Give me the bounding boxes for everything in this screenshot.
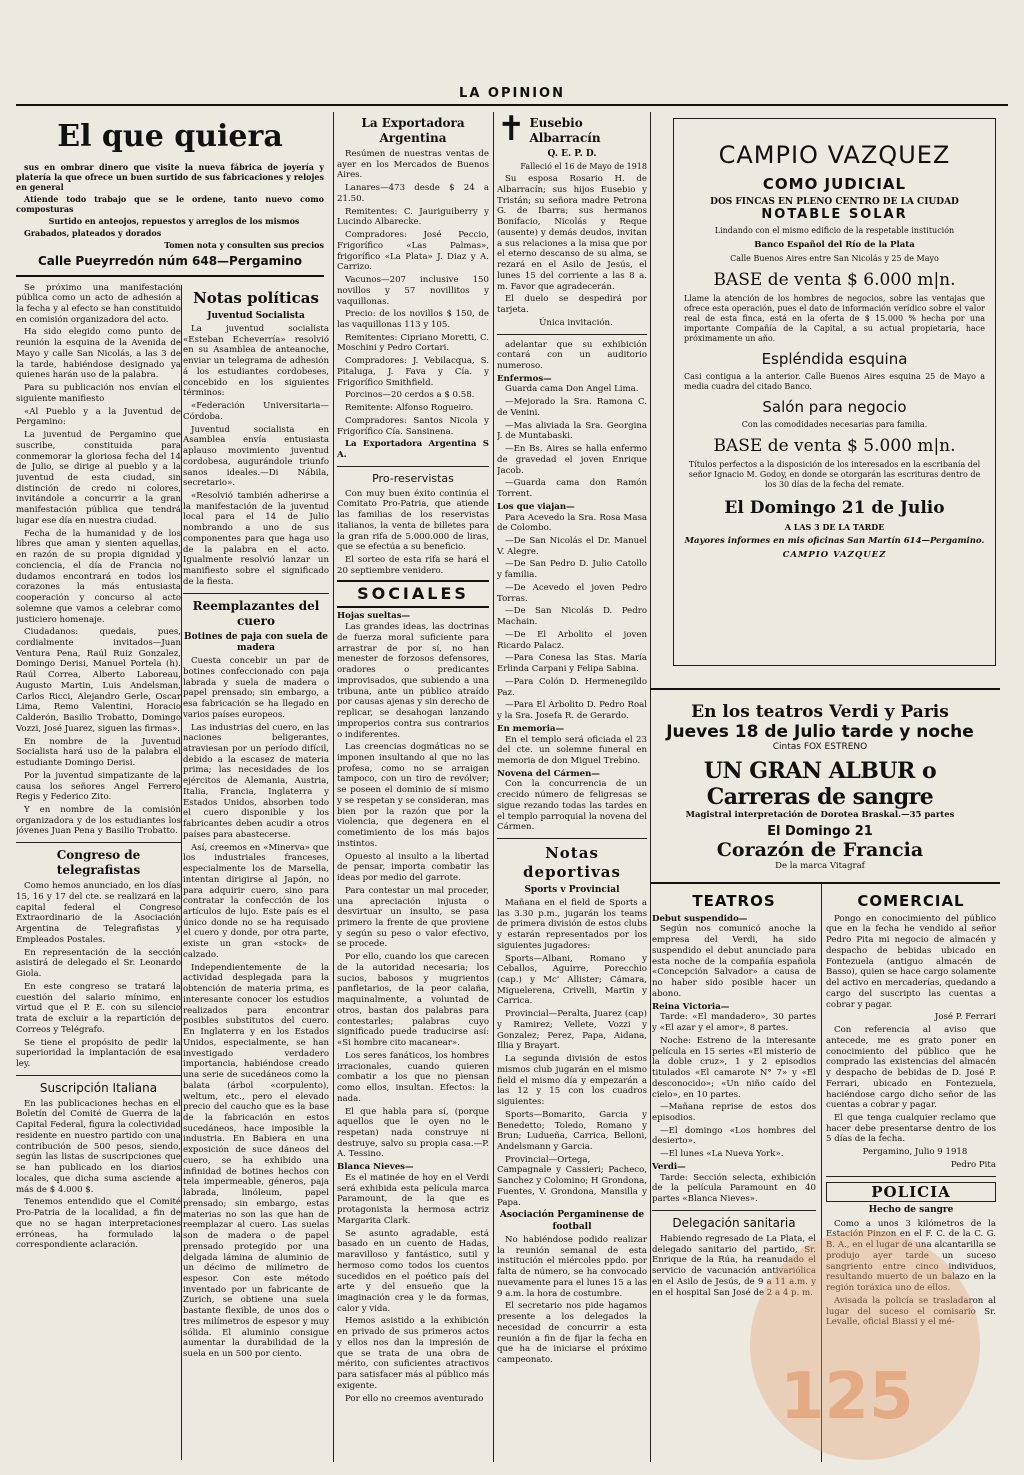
paragraph: Avisada la policía se trasladaron al lugar del suceso el comisario Sr. Levalle, oficial Biassi y el mé-	[826, 1295, 996, 1328]
page-number-watermark: 125	[780, 1360, 914, 1434]
ad-line: Atiende todo trabajo que se le ordene, tanto nuevo como composturas	[16, 193, 324, 214]
article-block	[16, 283, 181, 1251]
ad-date: El Domingo 21 de Julio	[724, 498, 945, 518]
paragraph: Sports—Bomarito, Garcia y Benedetto; Toledo, Romano y Brun; Ludueña, Carrica, Belloni, Andelsmann y Garcia.	[497, 1109, 647, 1153]
ad-line: Banco Español del Río de la Plata	[754, 240, 915, 250]
section-heading: SOCIALES	[337, 580, 489, 608]
paragraph: La segunda división de estos mismos club jugarán en el mismo field el mismo día y empezarán a las 12 y 15 con los cuadros siguientes:	[497, 1054, 647, 1108]
cinema-line: De la marca Vitagraf	[775, 861, 865, 871]
subheading: Asociación Pergaminense de football	[499, 1210, 645, 1232]
paragraph: Pongo en conocimiento del público que en la fecha he vendido al señor Pedro Pita mi negocio de almacén y despacho de bebidas ubicado en Fontezuela (antiguo almacén de Basso), quien se hace cargo solamente del activo en mercaderías, quedando a cargo del suscripto las cuentas a cobrar y pagar.	[826, 913, 996, 1010]
paragraph: «Resolvió también adherirse a la manifestación de la juventud local para el 14 de Julio nombrando a uno de sus componentes para que haga uso de la palabra en el acto. Igualmente resolvió lanzar un manifiesto sobre el significado de la fiesta.	[183, 491, 329, 587]
subheading: En memoria—	[497, 723, 565, 734]
section-heading: Suscripción Italiana	[39, 1080, 158, 1095]
paragraph: —De El Arbolito el joven Ricardo Palacz.	[497, 629, 647, 651]
paragraph: No habiéndose podido realizar la reunión semanal de esta institución el miércoles ppdo. por falta de número, se ha convocado nuevamente para el lunes 15 a las 9 a.m. la hora de costumbre.	[497, 1234, 647, 1299]
section-heading: Congreso de telegrafistas	[56, 848, 141, 878]
paragraph: En las publicaciones hechas en el Boletín del Comité de Guerra de la Capital Federal, figura la colectividad residente en nuestro partido con una contribución de 500 pesos, siendo, según las listas de suscripciones que se han publicado en los diarios locales, que dicha suma asciende a más de $ 4.000 $.	[16, 1098, 181, 1195]
subheading: Novena del Cármen—	[497, 768, 600, 779]
signature: José P. Ferrari	[934, 1012, 996, 1023]
divider	[497, 334, 647, 335]
paragraph: En nombre de la Juventud Socialista hará uso de la palabra el estudiante Domingo Derisi.	[16, 736, 181, 769]
section-heading: La Exportadora Argentina	[361, 116, 465, 145]
ad-line: Lindando con el mismo edificio de la respetable institución	[714, 226, 955, 235]
paragraph: Los seres fanáticos, los hombres irracionales, cuando quieren combatir a los que no piensan como ellos, insultan. Efectos: la nada.	[337, 1050, 489, 1104]
subheading: Enfermos—	[497, 373, 552, 384]
subheading: Juventud Socialista	[207, 310, 305, 321]
ad-base-price: BASE de venta $ 5.000 m|n.	[713, 436, 956, 456]
signature: Pedro Pita	[950, 1159, 996, 1170]
paragraph: El sorteo de esta rifa se hará el 20 septiembre venidero.	[337, 554, 489, 576]
paragraph: «Al Pueblo y a la Juventud de Pergamino:	[16, 406, 181, 428]
ad-intro: sus en ombrar dinero que visite la nueva fábrica de joyería y platería la que ofrece un buen surtido de sus fabricaciones y relojes en general	[16, 161, 324, 192]
paragraph: En representación de la sección asistirá de delegado el Sr. Leonardo Giola.	[16, 947, 181, 980]
paragraph: Guarda cama Don Angel Lima.	[505, 384, 639, 395]
section-heading: TEATROS	[692, 892, 776, 910]
paragraph: —Mañana reprise de estos dos episodios.	[652, 1102, 816, 1123]
paragraph: En este congreso se tratará la cuestión del salario mínimo, en virtud que el P. E. con su silencio trata de excluir a la repartición de Correos y Telégrafo.	[16, 981, 181, 1035]
subheading: Sports v Provincial	[524, 884, 620, 895]
paragraph: El secretario nos pide hagamos presente a los delegados la necesidad de concurrir a esta reunión a fin de fijar la fecha en que ha de iniciarse el próximo campeonato.	[497, 1301, 647, 1365]
ad-text: Títulos perfectos a la disposición de los interesados en la escribanía del señor Ignacio M. Godoy, en donde se otorgarán las escrituras dentro de los 30 días de la fecha del remate.	[688, 460, 981, 489]
cinema-date: Jueves 18 de Julio tarde y noche	[666, 722, 974, 742]
paragraph: Precio: de los novillos $ 150, de las vaquillonas 113 y 105.	[337, 309, 489, 331]
subheading: Hojas sueltas—	[337, 611, 411, 622]
divider	[16, 1075, 181, 1076]
paragraph: Compradores: José Peccio, Frigorífico «Las Palmas», frigorífico «La Plata» J. Diaz y A. Carrizo.	[337, 230, 489, 273]
ad-title: El que quiera	[57, 119, 283, 154]
divider	[16, 275, 324, 277]
cinema-date: El Domingo 21	[767, 824, 873, 839]
paragraph: Compradores: J. Vebilacqua, S. Pitaluga, J. Fava y Cía. y Frigorífico Smithfield.	[337, 356, 489, 388]
masthead: LA OPINION	[459, 86, 565, 101]
subheading: Blanca Nieves—	[337, 1162, 414, 1173]
ad-text: Con las comodidades necesarias para familia.	[741, 420, 928, 429]
section-heading: Delegación sanitaria	[672, 1215, 796, 1230]
paragraph: En el templo será oficiada el 23 del cte. un solemne funeral en memoria de don Miguel Trebino.	[497, 734, 647, 766]
ad-line: A LAS 3 DE LA TARDE	[784, 522, 885, 532]
subheading: Debut suspendido—	[652, 913, 748, 924]
paragraph: —Para Colón D. Hermenegildo Paz.	[497, 676, 647, 698]
paragraph: Con la concurrencia de un crecido número de feligresas se sigue rezando todas las tardes en el templo parroquial la novena del Cármen.	[497, 779, 647, 833]
divider	[650, 882, 1000, 884]
paragraph: —De San Pedro D. Julio Catollo y familia.	[497, 559, 647, 581]
paragraph: Habiendo regresado de La Plata, el delegado sanitario del partido, Sr. Enrique de la Rúa, ha reanudado el servicio de vacunación antivariólica en el Asilo de Jesús, de 9 a 11 a.m. y en el hospital San José de 2 a 4 p. m.	[652, 1233, 816, 1298]
paragraph: Para su publicación nos envían el siguiente manifiesto	[16, 383, 181, 404]
paragraph: —Para Conesa las Stas. María Erlinda Carpani y Felipa Sabina.	[497, 653, 647, 675]
paragraph: Fecha de la humanidad y de los libres que aman y sienten aquellas, en razón de su propia dignidad y conciencia, el día de Francia no dudamos encontrará en todos los corazones la más entusiasta cooperación y concurso al acto solemne que vamos a celebrar como justiciero homenaje.	[16, 528, 181, 625]
column-rule	[333, 112, 334, 1462]
divider	[16, 842, 181, 843]
ad-line: NOTABLE SOLAR	[761, 207, 908, 222]
paragraph: Por ello, cuando los que carecen de la autoridad necesaria; los sucios, babosos y mugrientos panfletarios, de la peor calaña, maquinalmente, a voluntad de otros, bastan dos palabras para contestarles; palabras cuyo significado puede traducirse así: «Si hombre cito macanear».	[337, 952, 489, 1049]
paragraph: Así, creemos en «Minerva» que los industriales franceses, especialmente los de Marsella, intentan dirigirse al Japón, no para adquirir cuero, sino para contratar la confección de los artículos de lujo. Este país es el único donde no se ha requisado el cuero y donde, por otra parte, existe un gran «stock» de calzado.	[183, 842, 329, 960]
paragraph: El duelo se despedirá por tarjeta.	[497, 294, 647, 316]
paragraph: Tarde: «El mandadero», 30 partes y «El azar y el amor», 8 partes.	[652, 1012, 816, 1034]
ad-auctioneer: CAMPIO VAZQUEZ	[718, 141, 951, 169]
subheading: Q. E. P. D.	[547, 149, 597, 159]
paragraph: —Mas aliviada la Sra. Georgina J. de Muntabaski.	[497, 420, 647, 442]
paragraph: Porcinos—20 cerdos a $ 0.58.	[345, 390, 475, 401]
paragraph: Como hemos anunciado, en los días 15, 16 y 17 del cte. se realizará en la capital federal el Congreso Extraordinario de la Asociación Argentina de Telegrafistas y Empleados Postales.	[16, 881, 181, 945]
top-rule	[16, 104, 1008, 106]
paragraph: Según nos comunicó anoche la empresa del Verdi, ha sido suspendido el debut anunciado para esta noche de la compañía española «Concepción Salvador» a causa de no haber sido posible hacer un abono.	[652, 924, 816, 999]
divider	[337, 466, 489, 467]
paragraph: Y en nombre de la comisión organizadora y de los estudiantes los jóvenes Juan Pena y Basilio Trobatto.	[16, 805, 181, 837]
paragraph: Compradores: Santos Nicola y Frigorífico Cía. Sansinena.	[337, 415, 489, 437]
subheading: Los que viajan—	[497, 501, 575, 512]
divider	[497, 838, 647, 839]
divider	[183, 593, 329, 594]
paragraph: Como a unos 3 kilómetros de la Estación Pinzon en el F. C. de la C. G. B. A., en el lugar de una alcantarilla se produjo ayer tarde un suceso sangriento entre cinco individuos, resultando muerto de un balazo en la región toráxica uno de ellos.	[826, 1218, 996, 1294]
date-line: Pergamino, Julio 9 1918	[862, 1147, 968, 1158]
subheading: Reina Victoria—	[652, 1001, 730, 1012]
paragraph: Sports—Albani, Romano y Ceballos, Aguirre, Porecchio (cap.) y Mc' Allister; Cámara, Miguelerena, Crivelli, Martin y Carrica.	[497, 953, 647, 1007]
divider	[826, 1176, 996, 1177]
paragraph: Con muy buen éxito continúa el Comitato Pro-Patria, que atiende las familias de los reservistas italianos, la venta de billetes para la gran rifa de 5.000.000 de liras, que se efectúa a su beneficio.	[337, 488, 489, 553]
column-4	[497, 112, 647, 1462]
column-rule	[493, 112, 494, 1462]
paragraph: Noche: Estreno de la interesante película en 15 series «El misterio de la doble cruz», 1 y 2 episodios titulados «El camarote N° 7» y «El desconocido»; «Un niño caído del cielo», en 10 partes.	[652, 1035, 816, 1100]
paragraph: Lanares—473 desde $ 24 a 21.50.	[337, 183, 489, 204]
paragraph: Resúmen de nuestras ventas de ayer en los Mercados de Buenos Aires.	[337, 149, 489, 181]
cinema-line: Magistral interpretación de Dorotea Braskal.—35 partes	[685, 810, 955, 820]
divider	[652, 1210, 816, 1211]
paragraph: Mañana en el field de Sports a las 3.30 p.m., jugarán los teams de primera división de estos clubs y estarán representados por los siguientes jugadores:	[497, 897, 647, 951]
paragraph: Cuesta concebir un par de botines confeccionado con paja labrada y suela de madera o papel prensado; sin embargo, a esa fabricación se ha llegado en varios países europeos.	[183, 656, 329, 720]
paragraph: —Para El Arbolito D. Pedro Roal y la Sra. Josefa R. de Gerardo.	[497, 700, 647, 722]
ad-line: Grabados, plateados y dorados	[24, 227, 162, 238]
paragraph: Opuesto al insulto a la libertad de pensar, importa combatir las ideas por medio del garrote.	[337, 851, 489, 884]
paragraph: —De San Nicolás el Dr. Manuel V. Alegre.	[497, 536, 647, 557]
column-3	[337, 112, 489, 1462]
paragraph: La juventud socialista «Esteban Echeverría» resolvió en su Asamblea de anteanoche, enviar un telegrama de adhesión á los estudiantes cordobeses, concebido en los siguientes términos:	[183, 324, 329, 399]
column-2	[183, 285, 329, 1455]
section-heading: Notas deportivas	[523, 844, 621, 881]
paragraph: Vacunos—207 inclusive 150 novillos y 57 novillitos y vaquillonas.	[337, 275, 489, 307]
cinema-film: UN GRAN ALBUR o Carreras de sangre	[703, 758, 937, 810]
ad-line: Calle Buenos Aires entre San Nicolás y 25 de Mayo	[730, 254, 939, 263]
ad-line: Espléndida esquina	[761, 350, 908, 368]
paragraph: Única invitación.	[539, 317, 613, 328]
paragraph: Las industrias del cuero, en las naciones beligerantes, atraviesan por un período difícil, debido a la escasez de materia prima; las necesidades de los ejércitos de Alemania, Austria, Italia, Francia, Inglaterra y Estados Unidos, absorben todo el cuero disponible y los fabricantes deben acudir a otros países para abastecerse.	[183, 722, 329, 840]
paragraph: «Federación Universitaria—Córdoba.	[183, 401, 329, 422]
section-heading: Pro-reservistas	[372, 471, 454, 485]
paragraph: Remitentes: C. Jauriguiberry y Lucindo Albarecke.	[337, 206, 489, 228]
paragraph: Provincial—Peralta, Juarez (cap) y Ramirez; Vellete, Vozzi y Gonzalez; Perez, Papa, Aidana, Illia y Brayart.	[497, 1009, 647, 1052]
cross-icon: ✝	[497, 112, 526, 149]
ad-address: Calle Pueyrredón núm 648—Pergamino	[37, 253, 303, 268]
paragraph: Remitentes: Cipriano Moretti, C. Moschini y Pedro Cortari.	[337, 332, 489, 354]
paragraph: —El domingo «Los hombres del desierto».	[652, 1125, 816, 1147]
paragraph: Independientemente de la actividad desplegada para la obtención de materia prima, es interesante conocer los estudios realizados para encontrar posibles substitutos del cuero. En Inglaterra y en los Estados Unidos, especialmente, se han investigado verdadero importancia, habiéndose creado una serie de sucedáneos como la balata (árbol «corpulento), weltum, etc., pero el elevado precio del caucho que es la base de la fabricación en estos sucedáneos, hace imposible la industria. En Babiera en una exposición de suce dáneos del cuero, se ha exhibido una infinidad de botines hechos con tela impermeable, géneros, paja labrada, linóleum, papel prensado; sin embargo, estas materias no son las que han de reemplazar al cuero. Las suelas son de madera o de papel prensado protegido por una delgada lámina de aluminio de un décimo de milímetro de espesor. Con este método inventado por un fabricante de Zurich, se obtiene una suela bastante flexible, de unos dos o tres milímetros de espesor y muy sólida. El aluminio consigue aumentar la durabilidad de la suela en un 500 por ciento.	[183, 962, 329, 1360]
ad-line: Surtido en anteojos, repuestos y arreglos de los mismos	[48, 215, 300, 226]
paragraph: Tenemos entendido que el Comité Pro-Patria de la localidad, a fin de que no se hagan interpretaciones erróneas, ha formulado la correspondiente aclaración.	[16, 1197, 181, 1251]
paragraph: Se tiene el propósito de pedir la superioridad la implantación de esa ley.	[16, 1037, 181, 1069]
ad-line: Salón para negocio	[762, 398, 907, 416]
paragraph: Falleció el 16 de Mayo de 1918	[520, 162, 647, 172]
paragraph: —El lunes «La Nueva York».	[660, 1149, 784, 1160]
cinema-title: En los teatros Verdi y Paris	[691, 702, 949, 722]
paragraph: Su esposa Rosario H. de Albarracín; sus hijos Eusebio y Tristán; su señora madre Petrona G. de Ibarra; sus hermanos Bonifacio, Nicolás y Reque (ausente) y demás deudos, invitan a sus relaciones a la misa que por el eterno descanso de su alma, se rezará en el Asilo de Jesús, el lunes 15 del corriente a las 8 a. m. Favor que agradecerán.	[497, 174, 647, 292]
section-heading: Notas políticas	[193, 289, 319, 307]
paragraph: —En Bs. Aires se halla enfermo de gravedad el joven Enrique Jacob.	[497, 444, 647, 476]
paragraph: Para Acevedo la Sra. Rosa Masa de Colombo.	[497, 512, 647, 534]
paragraph: La Exportadora Argentina S A.	[337, 439, 489, 461]
subheading: Hecho de sangre	[868, 1205, 954, 1216]
paragraph: Remitente: Alfonso Rogueiro.	[345, 403, 474, 414]
paragraph: Tarde: Sección selecta, exhibición de la película Paramount en 40 partes «Blanca Nieves».	[652, 1172, 816, 1205]
paragraph: adelantar que su exhibición contará con un auditorio numeroso.	[497, 339, 647, 371]
cinema-ad	[650, 702, 990, 871]
paragraph: La juventud de Pergamino que suscribe, constituida para conmemorar la gloriosa fecha del 14 de Julio, se dirige al pueblo y a la juventud de esta ciudad, sin distinción de credo ni colores, invitándole a concurrir a la gran manifestación pública que tendrá lugar ese día en nuestra ciudad.	[16, 430, 181, 526]
paragraph: El que tenga cualquier reclamo que hacer debe presentarse dentro de los 5 días de la fecha.	[826, 1112, 996, 1145]
ad-text: Casi contigua a la anterior. Calle Buenos Aires esquina 25 de Mayo a media cuadra del citado Banco.	[684, 372, 985, 391]
paragraph: Se asunto agradable, está basado en un cuento de Hadas, maravilloso y fantástico, sutil y hermoso como todos los cuentos sucedidos en el poético país del arte y del ensueño que la imaginación crea y le da formas, calor y vida.	[337, 1228, 489, 1314]
ad-line: Tomen nota y consulten sus precios	[164, 239, 324, 250]
cinema-line: Cintas FOX ESTRENO	[772, 742, 868, 752]
paragraph: El que habla para sí, (porque aquellos que le oyen no le respetan) nada construye ni destruye, salvo su propia casa.—P. A. Tessino.	[337, 1106, 489, 1160]
section-heading: POLICIA	[826, 1182, 996, 1203]
divider	[650, 688, 1000, 690]
ad-line: Mayores informes en mis oficinas San Martín 614—Pergamino.	[684, 536, 985, 546]
section-heading: Reemplazantes del cuero	[192, 598, 320, 628]
paragraph: —De San Nicolás D. Pedro Machain.	[497, 606, 647, 628]
paragraph: Provincial—Ortega, Campagnale y Cassieri; Pacheco, Sanchez y Colomino; H Grondona, Fuentes, V. Grondona, Mansilla y Papa.	[497, 1154, 647, 1208]
paragraph: Es el matinée de hoy en el Verdi será exhibida esta película marca Paramount, de la que es protagonista la hermosa actriz Margarita Clark.	[337, 1172, 489, 1226]
paragraph: Ciudadanos: quedais, pues, cordialmente invitados—Juan Ventura Pena, Raúl Ruiz Gonzalez, Domingo Derisi, Manuel Portela (h). Raúl Correa, Alberto Laboreau, Augusto Martin, Luis Andelsman, Carlos Ricci, Alejandro Gerle, Oscar Lima, Remo Valentini, Horacio Calderón, Basilio Trobatto, Domingo Vozzi, José Juarez, siguen las firmas».	[16, 627, 181, 734]
column-rule	[181, 285, 182, 1460]
paragraph: Las creencias dogmáticas no se imponen insultando al que no las profesa, como no se arraigan tampoco, con un tiro de revólver; se poseen el dominio de sí mismo y se respetan y se consideran, mas bien por la razón que por la violencia, que degenera en el cometimiento de los más bajos instintos.	[337, 742, 489, 849]
paragraph: Para contestar un mal proceder, una apreciación injusta o desvirtuar un insulto, se pasa primero la frente de que proviene y según su peso o valor efectivo, se procede.	[337, 885, 489, 950]
paragraph: Por la juventud simpatizante de la causa los señores Angel Ferrero Regis y Federico Zito.	[16, 770, 181, 803]
section-heading: Eusebio Albarracín	[529, 116, 601, 145]
obituary	[497, 112, 647, 172]
subheading: Verdi—	[652, 1161, 686, 1172]
paragraph: Con referencia al aviso que antecede, me es grato poner en conocimiento del público que he comprado las existencias del almacén y despacho de bebidas de D. José P. Ferrari, ubicado en Fontezuela, haciéndose cargo dicho señor de las cuentas a cobrar y pagar.	[826, 1025, 996, 1111]
ad-line: DOS FINCAS EN PLENO CENTRO DE LA CIUDAD	[710, 197, 959, 207]
paragraph: —Mejorado la Sra. Ramona C. de Venini.	[497, 397, 647, 418]
paragraph: Por ello no creemos aventurado	[345, 1393, 484, 1404]
ad-line: COMO JUDICIAL	[762, 175, 907, 193]
auction-ad	[673, 118, 996, 666]
section-heading: COMERCIAL	[857, 892, 965, 910]
paragraph: Se próximo una manifestación pública como un acto de adhesión a la fecha y al efecto se han constituido en comisión organizadora del acto.	[16, 282, 181, 325]
paragraph: Juventud socialista en Asamblea envía entusiasta aplauso movimiento juventud cordobesa, augurándole triunfo sanos ideales.—Di Nábila, secretario».	[183, 424, 329, 489]
ad-text: Llame la atención de los hombres de negocios, sobre las ventajas que ofrece esta operación, pues el dato de información verídico sobre el valor real de esta finca, está en la oferta de $ 15.000 % hecha por una importante Compañía de la Capital, a su actual propietaria, hace próximamente un año.	[684, 294, 985, 343]
ad-signature: CAMPIO VAZQUEZ	[782, 550, 887, 560]
paragraph: Hemos asistido a la exhibición en privado de sus primeros actos y ellos nos dan la impresión de que se trata de una obra de mérito, con suficientes atractivos para satisfacer más al público más exigente.	[337, 1316, 489, 1391]
paragraph: Ha sido elegido como punto de reunión la esquina de la Avenida de Mayo y calle San Nicolás, a las 3 de la tarde, habiéndose designado ya quienes harán uso de la palabra.	[16, 327, 181, 381]
paragraph: Las grandes ideas, las doctrinas de fuerza moral suficiente para arrastrar de por sí, no han menester de forzosos defensores, oradores o predicantes improvisados, que subiendo a una tribuna, ante un público atraído por causas ajenas y sin derecho de replicar, se desahogan lanzando improperios contra sus contrarios o indiferentes.	[337, 622, 489, 740]
ad-base-price: BASE de venta $ 6.000 m|n.	[713, 270, 956, 290]
paragraph: —De Acevedo el joven Pedro Torras.	[497, 582, 647, 604]
subheading: Botines de paja con suela de madera	[183, 631, 329, 653]
paragraph: —Guarda cama don Ramón Torrent.	[497, 478, 647, 500]
cinema-film: Corazón de Francia	[716, 839, 924, 861]
